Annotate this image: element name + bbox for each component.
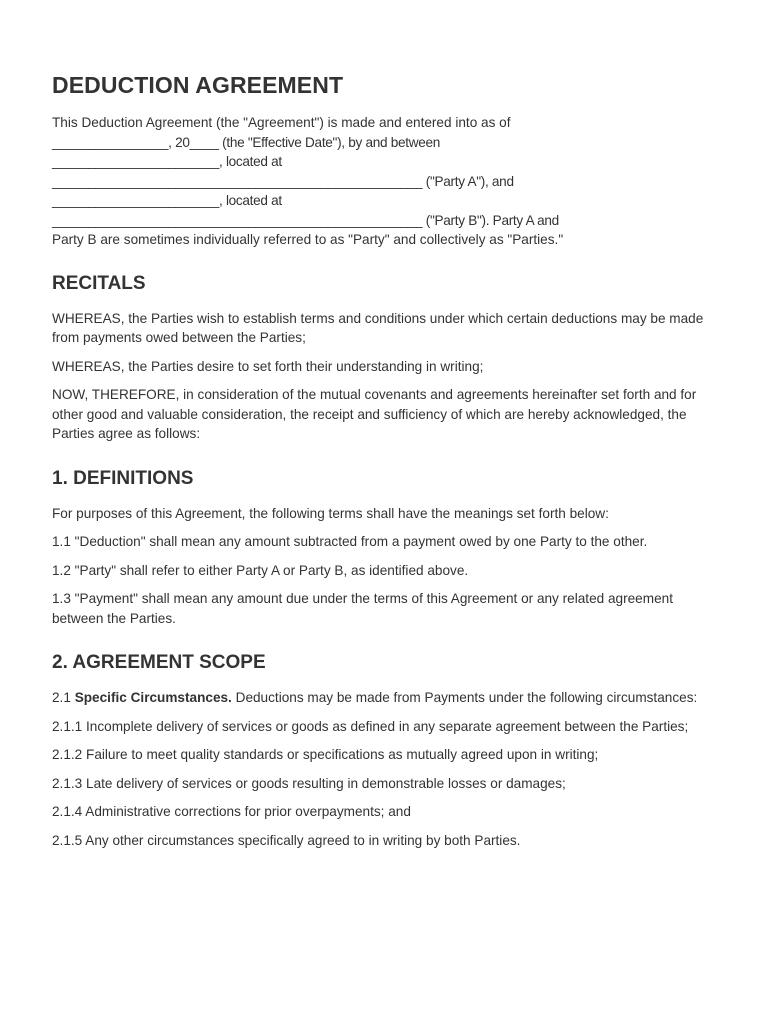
recital-paragraph: NOW, THEREFORE, in consideration of the mutual covenants and agreements hereinafter set forth and for other good and valuable consideration, the receipt and sufficiency of which are hereby acknowledged, the Parties agree as follows:	[52, 387, 697, 441]
recital-paragraph: WHEREAS, the Parties wish to establish terms and conditions under which certain deductions may be made from payments owed between the Parties;	[52, 310, 704, 345]
recital-paragraph: WHEREAS, the Parties desire to set forth their understanding in writing;	[52, 358, 484, 374]
intro-line: ___________________________________________________ ("Party A"), and	[52, 173, 514, 189]
scope-item: 2.1.3 Late delivery of services or goods resulting in demonstrable losses or damages;	[52, 775, 566, 791]
recitals-heading: RECITALS	[52, 272, 146, 294]
scope-item: 2.1.4 Administrative corrections for prior overpayments; and	[52, 804, 411, 819]
scope-intro	[52, 688, 712, 708]
clause-number: 2.1	[52, 690, 75, 705]
intro-line: _______________________, located at	[52, 154, 282, 169]
document-title: DEDUCTION AGREEMENT	[52, 72, 344, 98]
document-page	[52, 70, 712, 850]
definition-item: 1.3 "Payment" shall mean any amount due under the terms of this Agreement or any related agreement between the Parties.	[52, 591, 673, 626]
clause-title: Specific Circumstances.	[74, 690, 232, 705]
scope-item: 2.1.1 Incomplete delivery of services or goods as defined in any separate agreement between the Parties;	[52, 718, 689, 734]
scope-heading: 2. AGREEMENT SCOPE	[52, 652, 266, 673]
definition-item: 1.2 "Party" shall refer to either Party A or Party B, as identified above.	[52, 562, 469, 578]
intro-line: _______________________, located at	[52, 193, 282, 208]
intro-line: ___________________________________________________ ("Party B"). Party A and	[52, 212, 559, 228]
scope-item: 2.1.5 Any other circumstances specifically agreed to in writing by both Parties.	[52, 832, 521, 848]
intro-line: ________________, 20____ (the "Effective Date"), by and between	[52, 134, 441, 150]
definition-item: 1.1 "Deduction" shall mean any amount subtracted from a payment owed by one Party to the other.	[52, 534, 648, 549]
clause-text: Deductions may be made from Payments under the following circumstances:	[231, 690, 698, 705]
intro-paragraph	[52, 113, 712, 250]
definitions-intro: For purposes of this Agreement, the following terms shall have the meanings set forth below:	[52, 505, 609, 521]
scope-item: 2.1.2 Failure to meet quality standards or specifications as mutually agreed upon in writing;	[52, 747, 599, 762]
definitions-heading: 1. DEFINITIONS	[52, 467, 194, 489]
intro-line: This Deduction Agreement (the "Agreement") is made and entered into as of	[52, 115, 511, 130]
intro-line: Party B are sometimes individually referred to as "Party" and collectively as "Parties."	[52, 232, 564, 247]
